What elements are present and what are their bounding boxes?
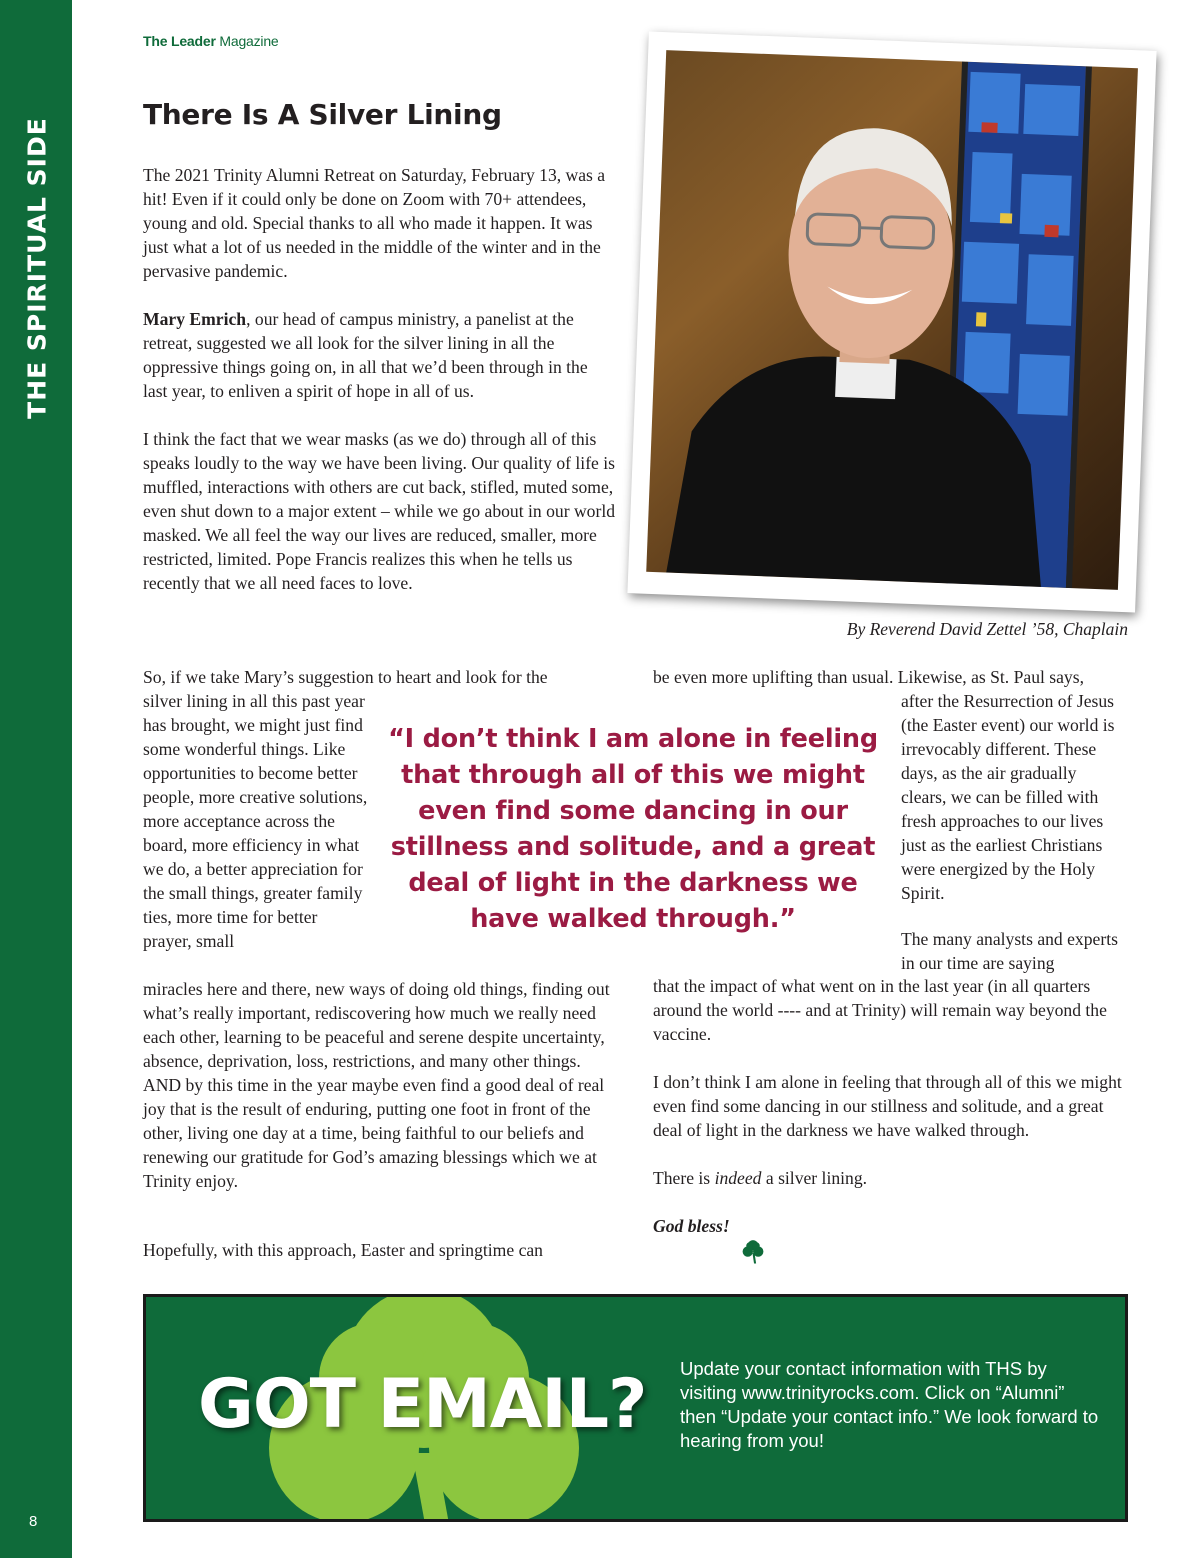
- page-number: 8: [29, 1513, 38, 1530]
- byline: By Reverend David Zettel ’58, Chaplain: [846, 619, 1128, 639]
- paragraph: that the impact of what went on in the last year (in all quarters around the world ---- and at Trinity) will remain way beyond the vaccine.: [653, 976, 1107, 1044]
- paragraph: Hopefully, with this approach, Easter and springtime can: [143, 1240, 543, 1260]
- section-title: THE SPIRITUAL SIDE: [22, 117, 52, 419]
- signoff: God bless!: [653, 1216, 730, 1236]
- pull-quote: “I don’t think I am alone in feeling that through all of this we might even find some dancing in our stillness and solitude, and a great deal of light in the darkness we have walked through.”: [388, 724, 878, 934]
- paragraph-line: So, if we take Mary’s suggestion to heart and look for the: [143, 667, 548, 687]
- paragraph: There is indeed a silver lining.: [653, 1168, 868, 1188]
- paragraph-line: be even more uplifting than usual. Likewise, as St. Paul says,: [653, 667, 1084, 687]
- paragraph-narrow: The many analysts and experts in our time are saying: [901, 929, 1118, 973]
- paragraph: I think the fact that we wear masks (as we do) through all of this speaks loudly to the way we have been living. Our quality of life is muffled, interactions with others are cut back, stifled, muted some, even shut down to a major extent – while we go about in our world masked. We all feel the way our lives are reduced, smaller, more restricted, limited. Pope Francis realizes this when he tells us recently that we all need faces to love.: [143, 429, 615, 593]
- masthead-bold: The Leader: [143, 33, 216, 49]
- shamrock-icon: [740, 1238, 766, 1264]
- paragraph: Mary Emrich, our head of campus ministry, a panelist at the retreat, suggested we all look for the silver lining in all the oppressive things going on, in all that we’d been through in the last year, to enliven a spirit of hope in all of us.: [143, 309, 588, 401]
- masthead-rest: Magazine: [215, 33, 279, 49]
- column-2-bottom: [653, 974, 1131, 1238]
- banner-text: Update your contact information with THS by visiting www.trinityrocks.com. Click on “Alumni” then “Update your contact info.” We look forward to hearing from you!: [680, 1358, 1099, 1451]
- paragraph-narrow: after the Resurrection of Jesus (the Easter event) our world is irrevocably different. These days, as the air gradually clears, we can be filled with fresh approaches to our lives just as the earliest Christians were energized by the Holy Spirit.: [901, 691, 1115, 903]
- sidebar: [0, 0, 72, 1558]
- paragraph: The 2021 Trinity Alumni Retreat on Saturday, February 13, was a hit! Even if it could only be done on Zoom with 70+ attendees, young and old. Special thanks to all who made it happen. It was just what a lot of us needed in the middle of the winter and in the pervasive pandemic.: [143, 165, 606, 281]
- paragraph-wide: miracles here and there, new ways of doing old things, finding out what’s really important, rediscovering how much we really need each other, learning to be peaceful and serene despite uncertainty, absence, deprivation, loss, restrictions, and many other things. AND by this time in the year maybe even find a good deal of real joy that is the result of enduring, putting one foot in front of the other, living one day at a time, being faithful to our beliefs and renewing our gratitude for God’s amazing blessings which we at Trinity enjoy.: [143, 979, 610, 1191]
- photo-frame: [627, 31, 1156, 612]
- paragraph-narrow: silver lining in all this past year has brought, we might just find some wonderful things. Like opportunities to become better people, more creative solutions, more acceptance across the board, more efficiency in what we do, a better appreciation for the small things, greater family ties, more time for better prayer, small: [143, 691, 368, 951]
- author-name: Mary Emrich: [143, 309, 247, 329]
- paragraph: I don’t think I am alone in feeling that through all of this we might even find some dancing in our stillness and solitude, and a great deal of light in the darkness we have walked through.: [653, 1072, 1122, 1140]
- article-title: There Is A Silver Lining: [143, 98, 502, 131]
- column-1-top: [143, 163, 615, 595]
- masthead: [143, 33, 279, 49]
- banner-headline: GOT EMAIL?: [198, 1365, 647, 1444]
- chaplain-photo: [646, 50, 1138, 590]
- email-banner: [143, 1294, 1128, 1522]
